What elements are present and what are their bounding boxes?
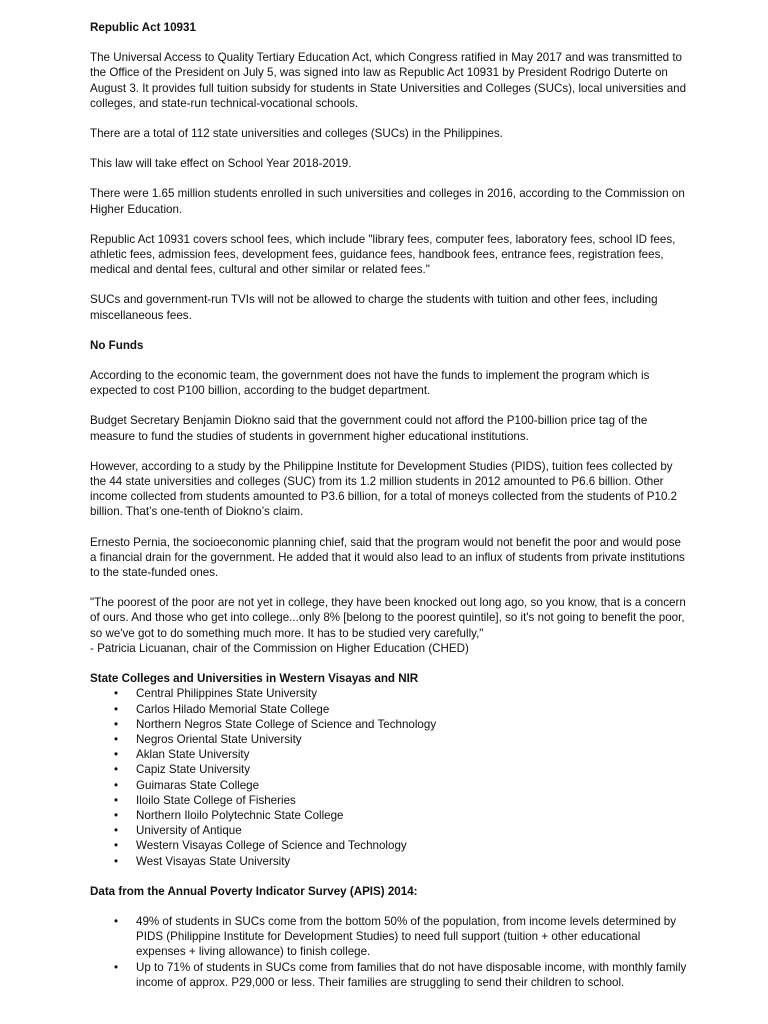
list-item: • Aklan State University bbox=[90, 747, 690, 762]
intro-paragraph: The Universal Access to Quality Tertiary Education Act, which Congress ratified in May 2017 and was transmitted to the Office of the President on July 5, was signed into law as Republic Act 10931 by President Rodrigo Duterte on August 3. It provides full tuition subsidy for students in State Universities and Colleges (SUCs), local universities and colleges, and state-run technical-vocational schools. bbox=[90, 51, 687, 110]
suc-heading: State Colleges and Universities in Western Visayas and NIR bbox=[90, 672, 419, 686]
quote-text: "The poorest of the poor are not yet in college, they have been knocked out long ago, so you know, that is a concern of ours. And those who get into college...only 8% [belong to the poorest quintile], so it's not going to benefit the poor, so we've got to do something much more. It has to be studied very carefully," bbox=[90, 596, 686, 640]
list-item: • Negros Oriental State University bbox=[90, 732, 690, 747]
no-funds-heading: No Funds bbox=[90, 338, 144, 352]
list-item: • Guimaras State College bbox=[90, 778, 690, 793]
intro-paragraph: Republic Act 10931 covers school fees, which include "library fees, computer fees, laboratory fees, school ID fees, athletic fees, admission fees, development fees, guidance fees, handbook fees, entrance fees, registration fees, medical and dental fees, cultural and other similar or related fees." bbox=[90, 232, 676, 277]
list-item: • Central Philippines State University bbox=[90, 686, 690, 701]
intro-paragraph: There are a total of 112 state universities and colleges (SUCs) in the Philippines. bbox=[90, 127, 503, 141]
list-item: • Carlos Hilado Memorial State College bbox=[90, 702, 690, 717]
funds-paragraph: Ernesto Pernia, the socioeconomic planning chief, said that the program would not benefit the poor and would pose a financial drain for the government. He added that it would also lead to an influx of students from private institutions to the state-funded ones. bbox=[90, 535, 685, 580]
document-title: Republic Act 10931 bbox=[90, 21, 196, 34]
list-item: • Northern Negros State College of Science and Technology bbox=[90, 717, 690, 732]
funds-paragraph: However, according to a study by the Philippine Institute for Development Studies (PIDS), tuition fees collected by the 44 state universities and colleges (SUC) from its 1.2 million students in 2012 amounted to P6.6 billion. Other income collected from students amounted to P3.6 billion, for a total of moneys collected from the students of P10.2 billion. That’s one-tenth of Diokno’s claim. bbox=[90, 459, 678, 519]
list-item: • Up to 71% of students in SUCs come from families that do not have disposable income, with monthly family income of approx. P29,000 or less. Their families are struggling to send their children to school. bbox=[90, 960, 690, 990]
list-item: • Western Visayas College of Science and Technology bbox=[90, 838, 690, 853]
intro-paragraph: There were 1.65 million students enrolled in such universities and colleges in 2016, according to the Commission on Higher Education. bbox=[90, 187, 685, 216]
apis-list bbox=[90, 914, 690, 990]
funds-paragraph: According to the economic team, the government does not have the funds to implement the program which is expected to cost P100 billion, according to the budget department. bbox=[90, 369, 650, 398]
list-item: • Northern Iloilo Polytechnic State College bbox=[90, 808, 690, 823]
list-item: • West Visayas State University bbox=[90, 854, 690, 869]
intro-paragraph: SUCs and government-run TVIs will not be allowed to charge the students with tuition and other fees, including miscellaneous fees. bbox=[90, 293, 658, 322]
list-item: • 49% of students in SUCs come from the bottom 50% of the population, from income levels determined by PIDS (Philippine Institute for Development Studies) to need full support (tuition + other educational expenses + living allowance) to finish college. bbox=[90, 914, 690, 960]
quote-block bbox=[90, 595, 690, 656]
apis-heading: Data from the Annual Poverty Indicator Survey (APIS) 2014: bbox=[90, 884, 418, 898]
list-item: • University of Antique bbox=[90, 823, 690, 838]
suc-list bbox=[90, 686, 690, 868]
list-item: • Iloilo State College of Fisheries bbox=[90, 793, 690, 808]
intro-paragraph: This law will take effect on School Year 2018-2019. bbox=[90, 157, 352, 171]
funds-paragraph: Budget Secretary Benjamin Diokno said that the government could not afford the P100-billion price tag of the measure to fund the studies of students in government higher educational institutions. bbox=[90, 414, 648, 443]
document-page bbox=[90, 20, 690, 990]
quote-attribution: - Patricia Licuanan, chair of the Commission on Higher Education (CHED) bbox=[90, 641, 469, 655]
list-item: • Capiz State University bbox=[90, 762, 690, 777]
